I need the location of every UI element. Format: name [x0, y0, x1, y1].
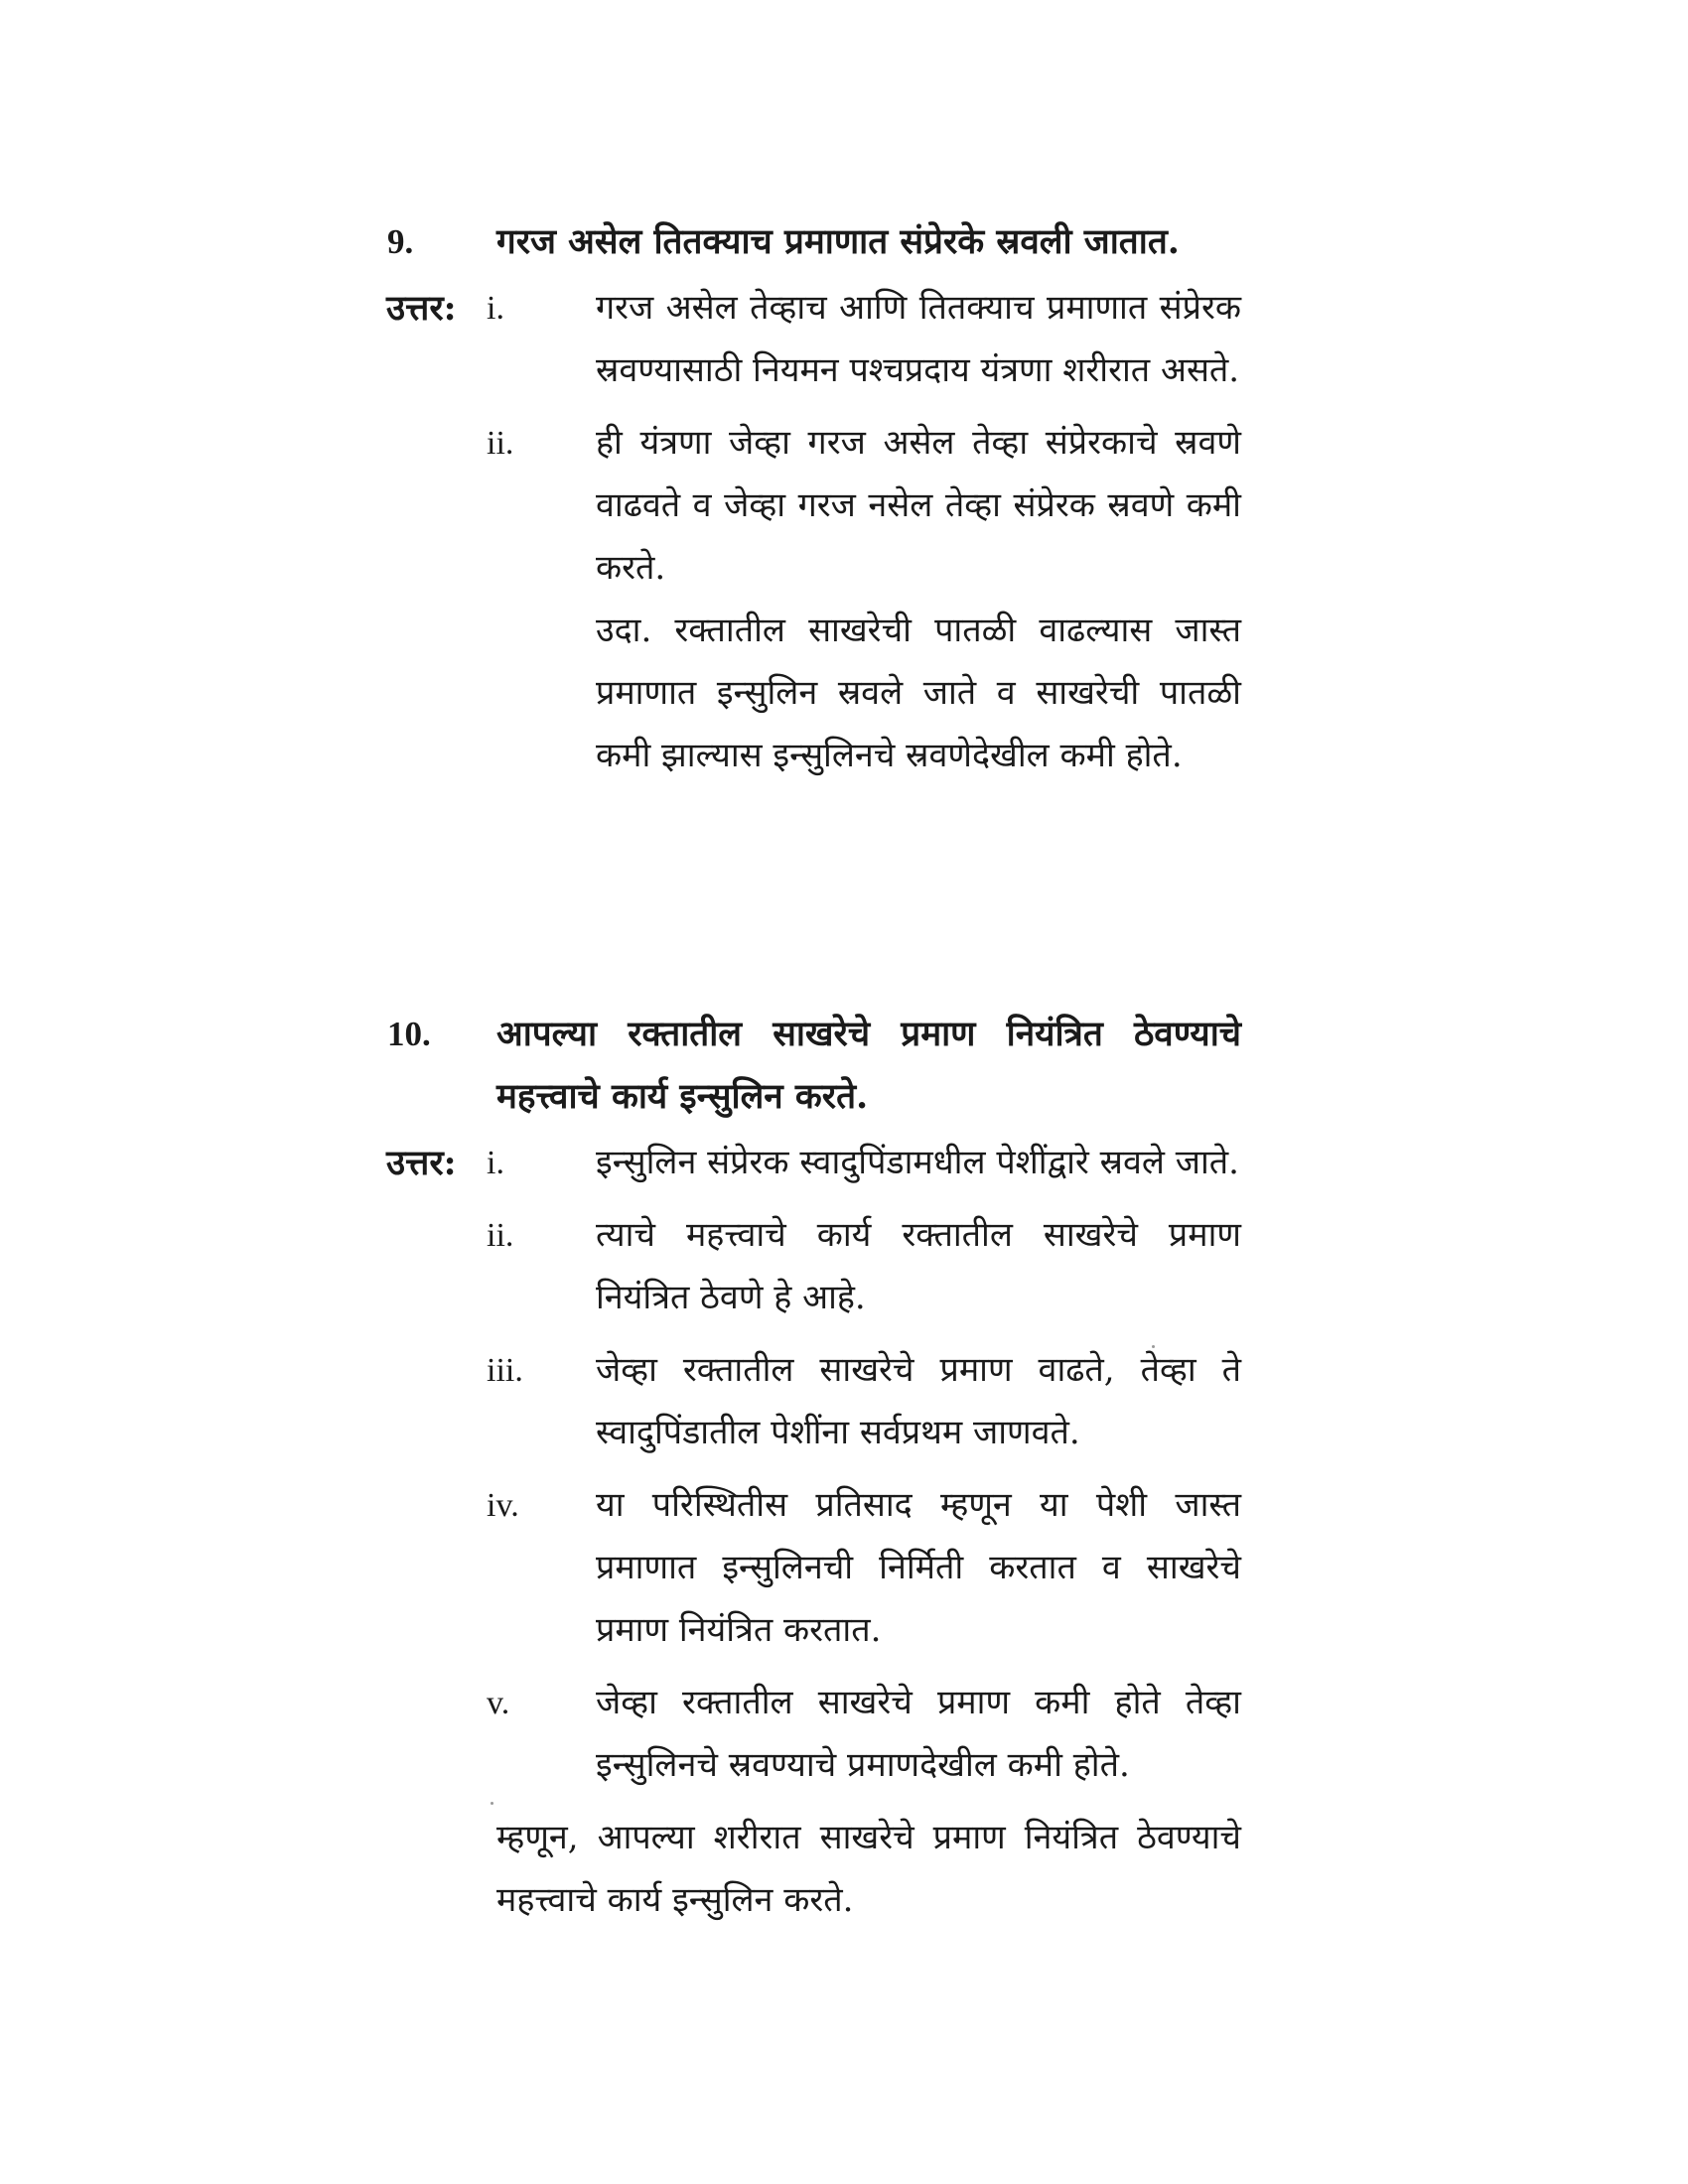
answer-10	[387, 1132, 1241, 1932]
question-10-section	[387, 1003, 1241, 1932]
answer-9	[387, 277, 1241, 787]
answer-9-example: उदा. रक्तातील साखरेची पातळी वाढल्यास जास्त प्रमाणात इन्सुलिन स्रवले जाते व साखरेची पातळी कमी झाल्यास इन्सुलिनचे स्रवणेदेखील कमी होते.	[596, 611, 1241, 775]
answer-10-label: उत्तर:	[386, 1143, 457, 1183]
answer-10-item-5	[487, 1672, 1241, 1797]
answer-10-item-3-numeral: iii.	[487, 1352, 523, 1389]
answer-9-item-1-text: गरज असेल तेव्हाच आणि तितक्याच प्रमाणात संप्रेरक स्रवण्यासाठी नियमन पश्चप्रदाय यंत्रणा शरीरात असते.	[596, 288, 1241, 390]
scan-speck	[1152, 1345, 1155, 1348]
answer-10-conclusion: म्हणून, आपल्या शरीरात साखरेचे प्रमाण नियंत्रित ठेवण्याचे महत्त्वाचे कार्य इन्सुलिन करते.	[496, 1818, 1241, 1920]
scan-speck	[491, 1802, 493, 1805]
answer-10-item-2-text: त्याचे महत्त्वाचे कार्य रक्तातील साखरेचे प्रमाण नियंत्रित ठेवणे हे आहे.	[596, 1215, 1241, 1317]
question-9-number: 9.	[387, 222, 414, 261]
question-9-text: गरज असेल तितक्याच प्रमाणात संप्रेरके स्रवली जातात.	[496, 221, 1180, 262]
question-10	[387, 1003, 1241, 1128]
question-10-text: आपल्या रक्तातील साखरेचे प्रमाण नियंत्रित ठेवण्याचे महत्त्वाचे कार्य इन्सुलिन करते.	[496, 1014, 1241, 1117]
answer-10-item-1	[487, 1132, 1241, 1194]
answer-10-item-1-numeral: i.	[487, 1145, 504, 1181]
answer-10-item-3-text: जेव्हा रक्तातील साखरेचे प्रमाण वाढते, तेव्हा ते स्वादुपिंडातील पेशींना सर्वप्रथम जाणवते.	[596, 1350, 1241, 1452]
answer-9-item-2-numeral: ii.	[487, 425, 514, 462]
answer-9-item-1-numeral: i.	[487, 290, 504, 327]
answer-10-item-2-numeral: ii.	[487, 1217, 514, 1254]
answer-9-item-2	[487, 412, 1241, 600]
answer-9-item-2-text: ही यंत्रणा जेव्हा गरज असेल तेव्हा संप्रेरकाचे स्रवणे वाढवते व जेव्हा गरज नसेल तेव्हा संप्रेरक स्रवणे कमी करते.	[596, 423, 1241, 588]
answer-10-item-4-text: या परिस्थितीस प्रतिसाद म्हणून या पेशी जास्त प्रमाणात इन्सुलिनची निर्मिती करतात व साखरेचे प्रमाण नियंत्रित करतात.	[596, 1485, 1241, 1650]
answer-10-item-1-text: इन्सुलिन संप्रेरक स्वादुपिंडामधील पेशींद्वारे स्रवले जाते.	[596, 1143, 1239, 1182]
answer-10-item-3	[487, 1339, 1241, 1464]
answer-10-item-4-numeral: iv.	[487, 1487, 519, 1524]
answer-10-item-5-text: जेव्हा रक्तातील साखरेचे प्रमाण कमी होते तेव्हा इन्सुलिनचे स्रवण्याचे प्रमाणदेखील कमी होते.	[596, 1683, 1241, 1785]
answer-9-item-1	[487, 277, 1241, 402]
answer-10-item-2	[487, 1204, 1241, 1329]
question-10-number: 10.	[387, 1015, 431, 1053]
answer-10-item-4	[487, 1474, 1241, 1662]
question-9	[387, 210, 1241, 273]
answer-9-label: उत्तर:	[386, 288, 457, 329]
question-9-section	[387, 210, 1241, 787]
answer-10-item-5-numeral: v.	[487, 1685, 510, 1721]
